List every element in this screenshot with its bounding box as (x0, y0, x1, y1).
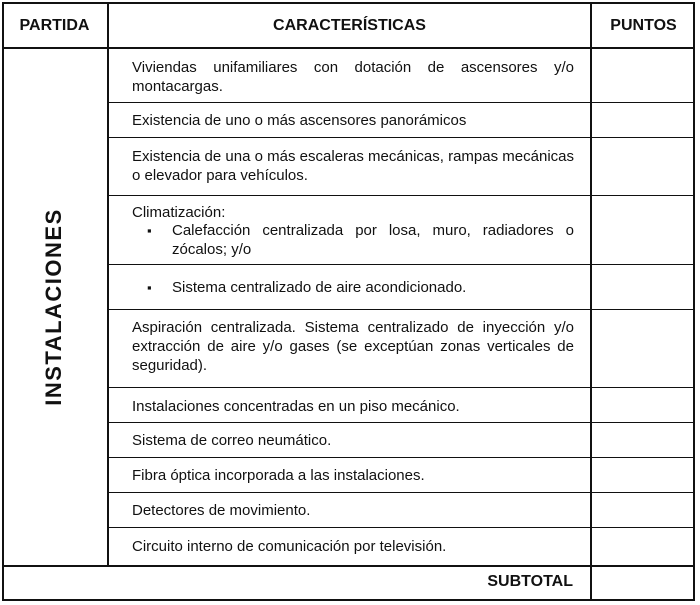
header-caracteristicas: CARACTERÍSTICAS (273, 17, 426, 34)
col-divider-partida (107, 2, 109, 566)
row-divider (108, 492, 695, 493)
row-divider (108, 387, 695, 388)
row-text: Existencia de una o más escaleras mecánicas, rampas mecánicas o elevador para vehículos. (132, 148, 574, 184)
row-divider (108, 264, 695, 265)
row-text: Sistema de correo neumático. (132, 432, 332, 449)
bullet-item (132, 221, 574, 259)
section-label-instalaciones (2, 48, 106, 566)
row-text: Fibra óptica incorporada a las instalaciones. (132, 467, 425, 484)
row-text: Viviendas unifamiliares con dotación de ascensores y/o montacargas. (132, 59, 574, 95)
bullet-icon: ▪ (147, 223, 152, 238)
section-label-text: INSTALACIONES (41, 208, 67, 406)
bullet-text: Sistema centralizado de aire acondicionado. (172, 279, 467, 296)
bullet-item (132, 278, 574, 297)
header-partida: PARTIDA (19, 17, 90, 34)
row-divider (108, 137, 695, 138)
bullet-text: Calefacción centralizada por losa, muro, radiadores o zócalos; y/o (172, 222, 574, 258)
row-text: Existencia de uno o más ascensores panorámicos (132, 112, 467, 129)
row-divider (108, 195, 695, 196)
row-text: Instalaciones concentradas en un piso mecánico. (132, 398, 460, 415)
row-divider (108, 102, 695, 103)
row-title: Climatización: (132, 204, 226, 221)
row-text: Detectores de movimiento. (132, 502, 311, 519)
bullet-icon: ▪ (147, 280, 152, 295)
col-divider-puntos (590, 2, 592, 601)
subtotal-label: SUBTOTAL (487, 573, 573, 590)
row-text: Aspiración centralizada. Sistema centralizado de inyección y/o extracción de aire y/o gases (se exceptúan zonas verticales de seguridad). (132, 319, 574, 374)
row-divider (108, 527, 695, 528)
row-text: Circuito interno de comunicación por televisión. (132, 538, 447, 555)
row-divider (108, 457, 695, 458)
row-divider (108, 422, 695, 423)
header-puntos: PUNTOS (610, 17, 677, 34)
row-divider (108, 309, 695, 310)
